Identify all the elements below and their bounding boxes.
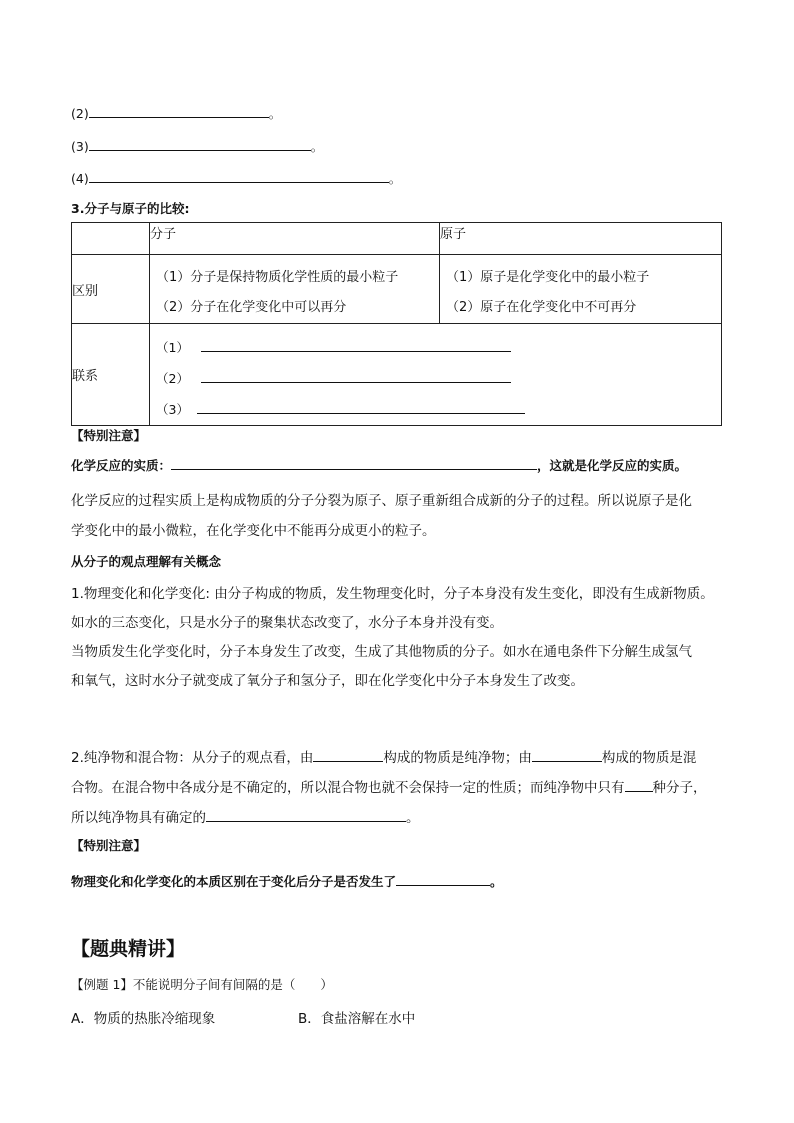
paragraph-line: 如水的三态变化，只是水分子的聚集状态改变了，水分子本身并没有变。 (71, 615, 503, 631)
answer-blank[interactable] (89, 136, 311, 151)
atom-point: （1）原子是化学变化中的最小粒子 (446, 270, 650, 285)
note2-title: 【特别注意】 (71, 838, 147, 853)
header-label: 分子 (150, 227, 177, 242)
example1-option-b[interactable]: B．食盐溶解在水中 (298, 1011, 416, 1027)
fill-item-label: (4) (71, 171, 89, 186)
fill-item-end: 。 (388, 171, 402, 186)
answer-blank[interactable] (201, 368, 511, 383)
table-header-atom (440, 223, 722, 255)
diff-label: 区别 (72, 283, 99, 299)
fill-item-label: (2) (71, 106, 89, 121)
link-item (156, 394, 721, 425)
note2-line (71, 871, 503, 890)
answer-blank[interactable] (532, 747, 602, 762)
example1-option-a[interactable]: A．物质的热胀冷缩现象 (71, 1011, 216, 1027)
concept1-paragraph (71, 580, 714, 696)
example1-stem: 【例题 1】不能说明分子间有间隔的是（ ） (71, 977, 333, 992)
molecule-atom-comparison-table (71, 222, 722, 426)
link-items-cell (150, 324, 722, 426)
text-run: 种分子， (652, 780, 707, 796)
molecule-point: （1）分子是保持物质化学性质的最小粒子 (156, 270, 399, 285)
reaction-essence-prefix: 化学反应的实质： (71, 458, 172, 473)
concept2-paragraph (71, 743, 707, 833)
text-run: 合物。在混合物中各成分是不确定的，所以混合物也就不会保持一定的性质；而纯净物中只有 (71, 780, 625, 796)
answer-blank[interactable] (313, 747, 383, 762)
paragraph-line: 学变化中的最小微粒，在化学变化中不能再分成更小的粒子。 (71, 523, 436, 539)
text-run: 构成的物质是纯净物；由 (383, 750, 532, 766)
fill-item-end: 。 (268, 106, 282, 121)
note2-suffix: 。 (490, 874, 503, 889)
answer-blank[interactable] (396, 871, 490, 886)
paragraph-reaction (71, 486, 692, 546)
link-item (156, 332, 721, 363)
paragraph-line: 1.物理变化和化学变化: 由分子构成的物质，发生物理变化时，分子本身没有发生变化，即没有生成新物质。 (71, 586, 714, 602)
table-header-molecule (150, 223, 440, 255)
diff-label-cell (72, 255, 150, 324)
fill-item-2 (71, 103, 281, 122)
answer-blank[interactable] (201, 337, 511, 352)
section-heading: 【题典精讲】 (71, 938, 186, 960)
note2-prefix: 物理变化和化学变化的本质区别在于变化后分子是否发生了 (71, 874, 397, 889)
header-label: 原子 (440, 227, 467, 242)
link-item-label: （1） (156, 340, 189, 355)
paragraph-line (71, 743, 707, 773)
text-run: 2.纯净物和混合物：从分子的观点看，由 (71, 750, 314, 766)
answer-blank[interactable] (171, 455, 537, 470)
paragraph-line (71, 773, 707, 803)
atom-point: （2）原子在化学变化中不可再分 (446, 300, 637, 315)
paragraph-line (71, 803, 707, 833)
concept-title: 从分子的观点理解有关概念 (71, 554, 222, 569)
atom-points-cell (440, 255, 722, 324)
reaction-essence-suffix: ，这就是化学反应的实质。 (537, 458, 688, 473)
fill-item-4 (71, 168, 401, 187)
section3-title: 3.分子与原子的比较: (71, 201, 190, 216)
answer-blank[interactable] (89, 168, 389, 183)
answer-blank[interactable] (89, 103, 269, 118)
fill-item-label: (3) (71, 139, 89, 154)
table-corner-cell (72, 223, 150, 255)
paragraph-line: 当物质发生化学变化时，分子本身发生了改变，生成了其他物质的分子。如水在通电条件下分解生成氢气 (71, 644, 692, 660)
text-run: 。 (406, 810, 420, 826)
reaction-essence-line (71, 455, 687, 474)
note1-title: 【特别注意】 (71, 428, 147, 443)
paragraph-line: 和氧气，这时水分子就变成了氧分子和氢分子，即在化学变化中分子本身发生了改变。 (71, 673, 584, 689)
molecule-points-cell (150, 255, 440, 324)
paragraph-line: 化学反应的过程实质上是构成物质的分子分裂为原子、原子重新组合成新的分子的过程。所以说原子是化 (71, 493, 692, 509)
text-run: 所以纯净物具有确定的 (71, 810, 206, 826)
answer-blank[interactable] (197, 399, 525, 414)
fill-item-3 (71, 136, 323, 155)
link-label: 联系 (72, 369, 99, 384)
answer-blank[interactable] (625, 777, 653, 792)
link-item (156, 363, 721, 394)
answer-blank[interactable] (206, 807, 406, 822)
link-item-label: （2） (156, 371, 189, 386)
link-item-label: （3） (156, 402, 189, 417)
text-run: 构成的物质是混 (601, 750, 697, 766)
fill-item-end: 。 (310, 139, 324, 154)
link-label-cell (72, 324, 150, 426)
molecule-point: （2）分子在化学变化中可以再分 (156, 300, 347, 315)
